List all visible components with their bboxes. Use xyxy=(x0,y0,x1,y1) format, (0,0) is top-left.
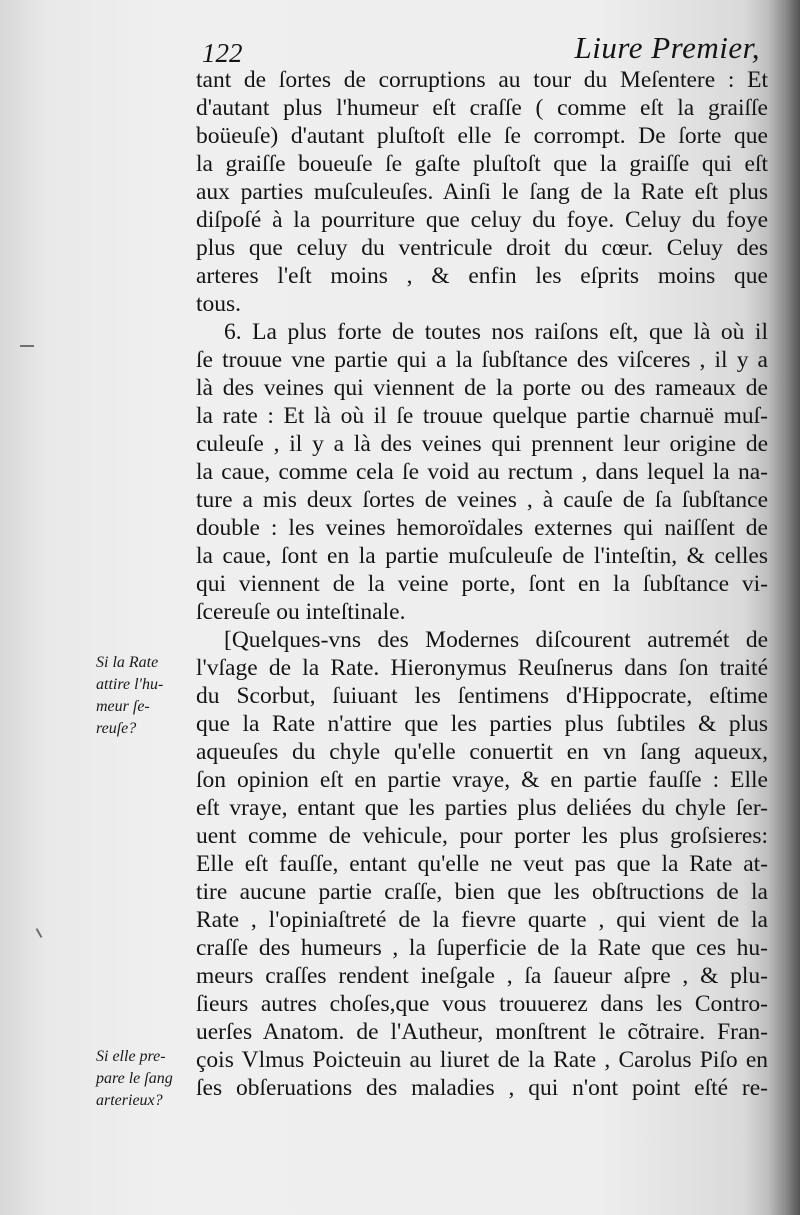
text-line: qui viennent de la veine porte, ſont en la ſubſtance vi- xyxy=(196,571,768,597)
page-number: 122 xyxy=(202,38,243,68)
text-line: du Scorbut, ſuiuant les ſentimens d'Hippocrate, eſtime xyxy=(196,683,768,709)
marginal-note-line: reuſe? xyxy=(96,720,137,737)
text-line: tant de ſortes de corruptions au tour du Meſentere : Et xyxy=(196,67,768,93)
text-line: la caue, comme cela ſe void au rectum , dans lequel la na- xyxy=(196,459,768,485)
page-fold-shadow xyxy=(768,0,800,1215)
text-line: que la Rate n'attire que les parties plus ſubtiles & plus xyxy=(196,711,768,737)
text-line: uerſes Anatom. de l'Autheur, monſtrent le cõtraire. Fran- xyxy=(196,1019,768,1045)
text-line: la rate : Et là où il ſe trouue quelque partie charnuë muſ- xyxy=(196,403,768,429)
text-line: l'vſage de la Rate. Hieronymus Reuſnerus dans ſon traité xyxy=(196,655,768,681)
marginal-note xyxy=(96,652,182,740)
marginal-note-line: arterieux? xyxy=(96,1092,163,1109)
text-line: ture a mis deux ſortes de veines , à cauſe de ſa ſubſtance xyxy=(196,487,768,513)
text-line: ſe trouue vne partie qui a la ſubſtance des viſceres , il y a xyxy=(196,347,768,373)
marginal-note xyxy=(96,1046,182,1112)
book-title: Liure Premier, xyxy=(574,30,760,65)
text-line: diſpoſé à la pourriture que celuy du foye. Celuy du foye xyxy=(196,207,768,233)
text-line: ſes obſeruations des maladies , qui n'ont point eſté re- xyxy=(196,1075,768,1101)
text-line: Elle eſt fauſſe, entant qu'elle ne veut pas que la Rate at- xyxy=(196,851,768,877)
marginal-note-line: Si la Rate xyxy=(96,654,159,671)
text-line: double : les veines hemoroïdales externes qui naiſſent de xyxy=(196,515,768,541)
text-line: aqueuſes du chyle qu'elle conuertit en vn ſang aqueux, xyxy=(196,739,768,765)
text-line: Rate , l'opiniaſtreté de la fievre quarte , qui vient de la xyxy=(196,907,768,933)
text-line: culeuſe , il y a là des veines qui prennent leur origine de xyxy=(196,431,768,457)
marginal-note-line: Si elle pre- xyxy=(96,1048,166,1065)
text-line: là des veines qui viennent de la porte ou des rameaux de xyxy=(196,375,768,401)
margin-speck-mark xyxy=(36,928,43,938)
text-line: ſieurs autres choſes,que vous trouuerez dans les Contro- xyxy=(196,991,768,1017)
text-line: meurs craſſes rendent ineſgale , ſa ſaueur aſpre , & plu- xyxy=(196,963,768,989)
text-line: craſſe des humeurs , la ſuperficie de la Rate que ces hu- xyxy=(196,935,768,961)
text-line: boüeuſe) d'autant pluſtoſt elle ſe corrompt. De ſorte que xyxy=(196,123,768,149)
text-line: tire aucune partie craſſe, bien que les obſtructions de la xyxy=(196,879,768,905)
text-line: uent comme de vehicule, pour porter les plus groſsieres: xyxy=(196,823,768,849)
text-line: la caue, ſont en la partie muſculeuſe de l'inteſtin, & celles xyxy=(196,543,768,569)
body-text xyxy=(180,66,768,1206)
text-line: plus que celuy du ventricule droit du cœur. Celuy des xyxy=(196,235,768,261)
text-line: ſon opinion eſt en partie vraye, & en partie fauſſe : Elle xyxy=(196,767,768,793)
marginal-note-line: pare le ſang xyxy=(96,1070,173,1087)
text-line: d'autant plus l'humeur eſt craſſe ( comme eſt la graiſſe xyxy=(196,95,768,121)
marginal-note-line: attire l'hu- xyxy=(96,676,164,693)
text-line: çois Vlmus Poicteuin au liuret de la Rate , Carolus Piſo en xyxy=(196,1047,768,1073)
text-line: la graiſſe boueuſe ſe gaſte pluſtoſt que la graiſſe qui eſt xyxy=(196,151,768,177)
text-line: ſcereuſe ou inteſtinale. xyxy=(196,599,406,625)
text-line: 6. La plus forte de toutes nos raiſons eſt, que là où il xyxy=(224,319,768,345)
margin-dash-mark xyxy=(20,345,34,347)
text-line: arteres l'eſt moins , & enfin les eſprits moins que xyxy=(196,263,768,289)
marginal-note-line: meur ſe- xyxy=(96,698,150,715)
text-line: aux parties muſculeuſes. Ainſi le ſang de la Rate eſt plus xyxy=(196,179,768,205)
text-line: tous. xyxy=(196,291,242,317)
text-line: [Quelques-vns des Modernes diſcourent autremét de xyxy=(224,627,768,653)
text-line: eſt vraye, entant que les parties plus deliées du chyle ſer- xyxy=(196,795,768,821)
